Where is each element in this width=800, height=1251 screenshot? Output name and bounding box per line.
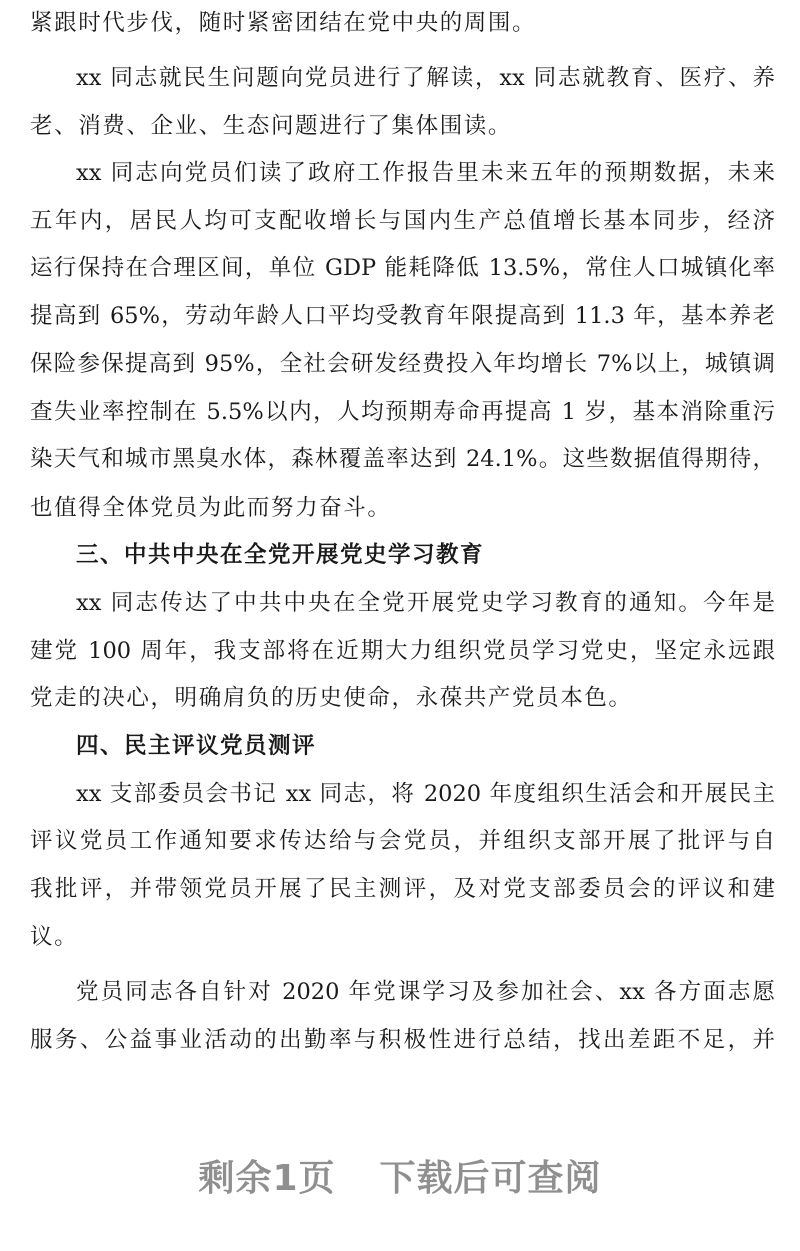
paragraph-line: 也值得全体党员为此而努力奋斗。 (30, 495, 392, 521)
paragraph-line: 评议党员工作通知要求传达给与会党员，并组织支部开展了批评与自 (30, 828, 775, 854)
paragraph-line: xx 支部委员会书记 xx 同志，将 2020 年度组织生活会和开展民主 (76, 781, 775, 807)
paragraph-line: 查失业率控制在 5.5%以内，人均预期寿命再提高 1 岁，基本消除重污 (30, 399, 775, 425)
paragraph-line: 服务、公益事业活动的出勤率与积极性进行总结，找出差距不足，并 (30, 1027, 775, 1053)
paragraph-line: 运行保持在合理区间，单位 GDP 能耗降低 13.5%，常住人口城镇化率 (30, 255, 775, 281)
paragraph-line: 议。 (30, 924, 79, 950)
paragraph-line: 提高到 65%，劳动年龄人口平均受教育年限提高到 11.3 年，基本养老 (30, 303, 775, 329)
paragraph-line: 紧跟时代步伐，随时紧密团结在党中央的周围。 (30, 10, 537, 36)
download-banner[interactable] (0, 1150, 800, 1201)
paragraph-line: xx 同志就民生问题向党员进行了解读，xx 同志就教育、医疗、养 (76, 65, 775, 91)
paragraph-line: 我批评，并带领党员开展了民主测评，及对党支部委员会的评议和建 (30, 876, 775, 902)
paragraph-line: xx 同志传达了中共中央在全党开展党史学习教育的通知。今年是 (76, 590, 775, 616)
paragraph-line: 老、消费、企业、生态问题进行了集体围读。 (30, 113, 513, 139)
section-heading: 四、民主评议党员测评 (76, 733, 317, 759)
paragraph-line: 保险参保提高到 95%，全社会研发经费投入年均增长 7%以上，城镇调 (30, 351, 775, 377)
paragraph-line: 建党 100 周年，我支部将在近期大力组织党员学习党史，坚定永远跟 (30, 638, 775, 664)
section-heading: 三、中共中央在全党开展党史学习教育 (76, 542, 485, 568)
download-hint-label: 下载后可查阅 (379, 1158, 602, 1199)
paragraph-line: 党走的决心，明确肩负的历史使命，永葆共产党员本色。 (30, 685, 633, 711)
remaining-pages-label: 剩余1页 (198, 1158, 336, 1199)
paragraph-line: 五年内，居民人均可支配收增长与国内生产总值增长基本同步，经济 (30, 208, 775, 234)
paragraph-line: xx 同志向党员们读了政府工作报告里未来五年的预期数据，未来 (76, 160, 775, 186)
paragraph-line: 党员同志各自针对 2020 年党课学习及参加社会、xx 各方面志愿 (76, 979, 775, 1005)
paragraph-line: 染天气和城市黑臭水体，森林覆盖率达到 24.1%。这些数据值得期待， (30, 446, 775, 472)
